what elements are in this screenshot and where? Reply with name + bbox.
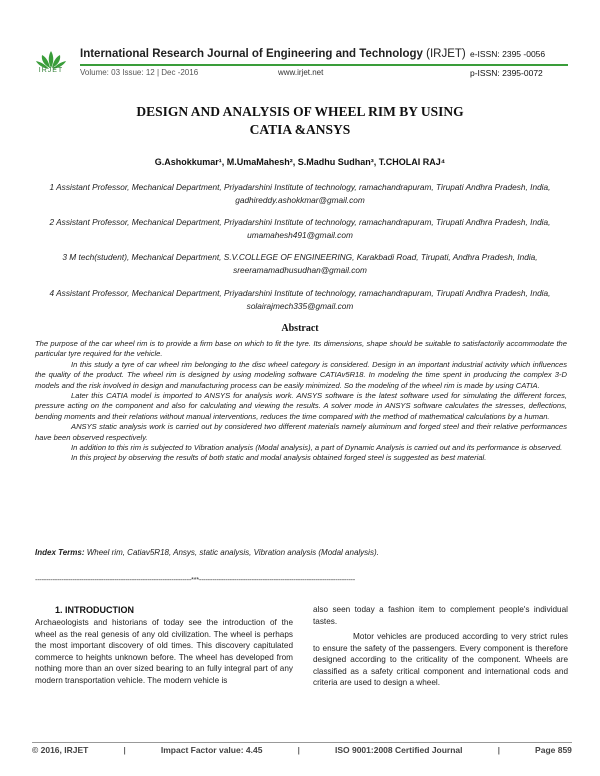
intro-left-column bbox=[35, 617, 293, 686]
intro-paragraph: Motor vehicles are produced according to very strict rules to ensure the safety of the passengers. Every component is therefore designed according to the criticality of the component. Wheels are classified as a safety critical component and international cods and criteria are used to design a wheel. bbox=[313, 632, 568, 687]
footer-separator: | bbox=[497, 745, 500, 755]
page-footer bbox=[32, 745, 572, 755]
footer-separator: | bbox=[123, 745, 126, 755]
footer-copyright: © 2016, IRJET bbox=[32, 745, 89, 755]
intro-paragraph: also seen today a fashion item to complement people's individual tastes. bbox=[313, 605, 568, 626]
author-list: G.Ashokkumar¹, M.UmaMahesh², S.Madhu Sudhan³, T.CHOLAI RAJ⁴ bbox=[154, 157, 446, 167]
intro-right-column bbox=[313, 604, 568, 689]
paper-title bbox=[0, 103, 600, 139]
abstract-paragraph: Later this CATIA model is imported to ANSYS for analysis work. ANSYS software is the latest software used for simulating the different forces, pressure acting on the component and also for calculating and viewing the results. A solver mode in ANSYS software calculates the stresses, deflections, bending moments and their relations without manual interventions, reduces the time compared with the method of mathematical calculations by a human. bbox=[35, 391, 567, 421]
p-issn: p-ISSN: 2395-0072 bbox=[470, 68, 543, 78]
footer-iso: ISO 9001:2008 Certified Journal bbox=[334, 745, 463, 755]
affiliation-3: 3 M tech(student), Mechanical Department, S.V.COLLEGE OF ENGINEERING, Karakbadi Road, Tirupati, Andhra Pradesh, India, sreeramamadhusudhan@gmail.com bbox=[62, 252, 538, 275]
footer-page-number: Page 859 bbox=[535, 745, 572, 755]
volume-info: Volume: 03 Issue: 12 | Dec -2016 bbox=[80, 68, 199, 77]
abstract-paragraph: In this study a tyre of car wheel rim belonging to the disc wheel category is considered. Design in an important industrial activity which influences the quality of the product. The wheel rim is designed by using modeling software CATIAv5R18. In modeling the time spent in producing the complex 3-D models and the risk involved in design and manufacturing process can be easily minimized. So the modeling of the wheel rim is made by using CATIA. bbox=[35, 359, 567, 390]
section-separator: -----------------------------------------------------------------------***----------------------------------------------------------------------- bbox=[35, 575, 355, 584]
title-line-1: DESIGN AND ANALYSIS OF WHEEL RIM BY USING bbox=[136, 104, 464, 119]
abstract-paragraph: In this project by observing the results of both static and modal analysis obtained forged steel is suggested as best material. bbox=[71, 453, 487, 463]
abstract-heading: Abstract bbox=[281, 323, 319, 334]
journal-name: International Research Journal of Engineering and Technology bbox=[80, 48, 423, 60]
footer-impact-factor: Impact Factor value: 4.45 bbox=[160, 745, 263, 755]
affiliation-1: 1 Assistant Professor, Mechanical Department, Priyadarshini Institute of technology, ramachandrapuram, Tirupati Andhra Pradesh, India, gadhireddy.ashokkmar@gmail.com bbox=[49, 182, 551, 205]
affiliation-2: 2 Assistant Professor, Mechanical Department, Priyadarshini Institute of technology, ramachandrapuram, Tirupati Andhra Pradesh, India, umamahesh491@gmail.com bbox=[49, 217, 551, 240]
abstract-paragraph: In addition to this rim is subjected to Vibration analysis (Modal analysis), a part of Dynamic Analysis is carried out and its performance is observed. bbox=[71, 443, 563, 453]
logo-label: IRJET bbox=[38, 67, 64, 74]
index-terms-label: Index Terms: bbox=[35, 548, 85, 557]
index-terms-text: Wheel rim, Catiav5R18, Ansys, static analysis, Vibration analysis (Modal analysis). bbox=[86, 548, 379, 557]
journal-title bbox=[80, 48, 466, 60]
intro-paragraph: Archaeologists and historians of today see the introduction of the wheel as the real genesis of any old civilization. The wheel is perhaps the most important discovery of old times. This discovery capitulated commerce to heights unknown before. The wheel has developed from nothing more than an over sized bearing to an fully integral part of any modern transportation vehicle. The modern vehicle is bbox=[35, 618, 293, 685]
header-divider bbox=[80, 64, 568, 66]
footer-separator: | bbox=[297, 745, 300, 755]
journal-abbr: (IRJET) bbox=[426, 48, 466, 60]
affiliation-4: 4 Assistant Professor, Mechanical Department, Priyadarshini Institute of technology, ramachandrapuram, Tirupati Andhra Pradesh, India, solairajmech335@gmail.com bbox=[49, 288, 551, 311]
footer-divider bbox=[32, 742, 572, 743]
abstract-paragraph: The purpose of the car wheel rim is to provide a firm base on which to fit the tyre. Its dimensions, shape should be suitable to satisfactorily accommodate the particular tyre required for the vehicle. bbox=[35, 339, 567, 359]
abstract-body bbox=[35, 339, 567, 464]
introduction-heading: 1. INTRODUCTION bbox=[55, 605, 135, 615]
e-issn: e-ISSN: 2395 -0056 bbox=[470, 49, 546, 59]
index-terms bbox=[35, 548, 567, 557]
journal-website[interactable]: www.irjet.net bbox=[278, 68, 324, 77]
title-line-2: CATIA &ANSYS bbox=[249, 122, 351, 137]
irjet-logo bbox=[33, 42, 69, 82]
abstract-paragraph: ANSYS static analysis work is carried out by considered two different materials namely aluminum and forged steel and their relative performances have been observed respectively. bbox=[35, 422, 567, 442]
